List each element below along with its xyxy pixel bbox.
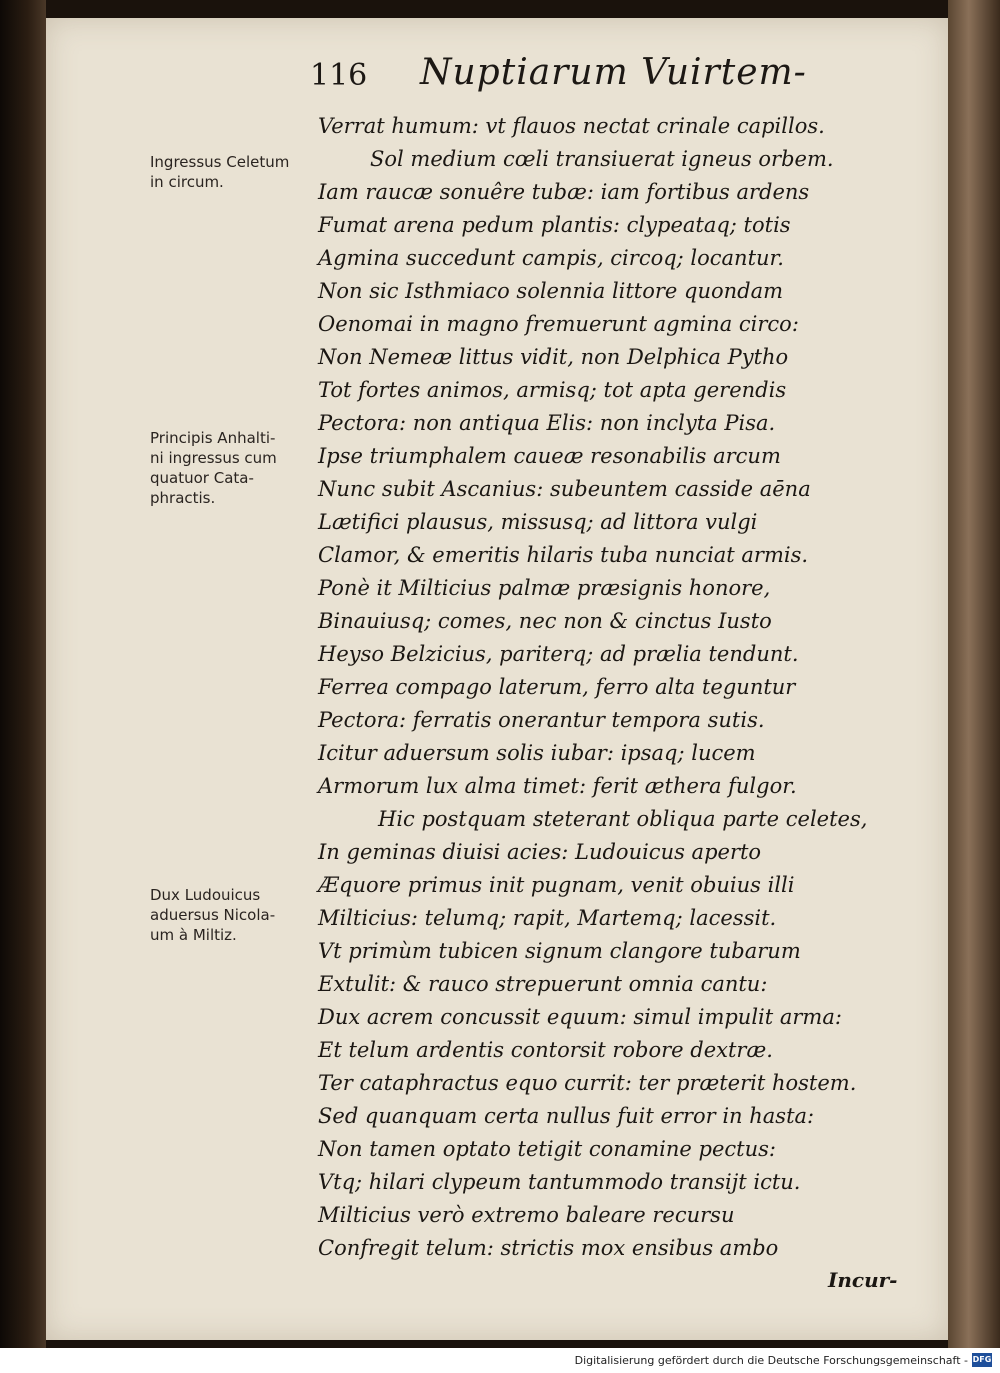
verse-line: In geminas diuisi acies: Ludouicus aperto <box>318 840 762 864</box>
sidenote-line: Principis Anhalti- <box>150 429 276 447</box>
verse-line: Armorum lux alma timet: ferit æthera fulgor. <box>318 774 797 798</box>
verse-line: Binauiusq; comes, nec non & cinctus Iusto <box>318 609 772 633</box>
verse-line: Confregit telum: strictis mox ensibus ambo <box>318 1236 779 1260</box>
catchword: Incur- <box>828 1268 898 1292</box>
funding-credit: Digitalisierung gefördert durch die Deutsche Forschungsgemeinschaft - <box>574 1354 968 1367</box>
verse-line: Agmina succedunt campis, circoq; locantur. <box>318 246 784 270</box>
verse-line: Extulit: & rauco strepuerunt omnia cantu: <box>318 972 768 996</box>
verse-line: Non Nemeæ littus vidit, non Delphica Pytho <box>318 345 789 369</box>
verse-line: Dux acrem concussit equum: simul impulit arma: <box>318 1005 842 1029</box>
verse-line: Ponè it Milticius palmæ præsignis honore, <box>318 576 771 600</box>
verse-line: Ter cataphractus equo currit: ter præterit hostem. <box>318 1071 857 1095</box>
verse-line: Icitur aduersum solis iubar: ipsaq; lucem <box>318 741 756 765</box>
verse-line: Vt primùm tubicen signum clangore tubarum <box>318 939 801 963</box>
verse-line: Sed quanquam certa nullus fuit error in hasta: <box>318 1104 815 1128</box>
verse-line: Vtq; hilari clypeum tantummodo transijt ictu. <box>318 1170 801 1194</box>
verse-line: Hic postquam steterant obliqua parte celetes, <box>378 807 868 831</box>
sidenote-line: in circum. <box>150 173 224 191</box>
verse-text <box>318 110 868 1265</box>
verse-line: Heyso Belzicius, pariterq; ad prælia tendunt. <box>318 642 799 666</box>
verse-line: Et telum ardentis contorsit robore dextræ. <box>318 1038 773 1062</box>
verse-line: Ipse triumphalem caueæ resonabilis arcum <box>318 444 781 468</box>
sidenote-dux-ludouicus <box>150 885 315 945</box>
verse-line: Ferrea compago laterum, ferro alta teguntur <box>318 675 796 699</box>
book-page-edge <box>948 0 1000 1348</box>
sidenote-line: phractis. <box>150 489 216 507</box>
page-header <box>310 52 830 102</box>
verse-line: Nunc subit Ascanius: subeuntem casside aēna <box>318 477 811 501</box>
verse-line: Æquore primus init pugnam, venit obuius illi <box>318 873 795 897</box>
sidenote-line: Ingressus Celetum <box>150 153 290 171</box>
verse-line: Non tamen optato tetigit conamine pectus: <box>318 1137 776 1161</box>
verse-line: Pectora: ferratis onerantur tempora sutis. <box>318 708 765 732</box>
digitization-footer <box>0 1348 1000 1373</box>
verse-line: Verrat humum: vt flauos nectat crinale capillos. <box>318 114 825 138</box>
sidenote-ingressus-celetum <box>150 152 315 192</box>
verse-line: Clamor, & emeritis hilaris tuba nunciat armis. <box>318 543 809 567</box>
verse-line: Pectora: non antiqua Elis: non inclyta Pisa. <box>318 411 776 435</box>
dfg-logo: DFG <box>972 1353 992 1367</box>
running-title: Nuptiarum Vuirtem- <box>420 52 807 93</box>
verse-line: Milticius verò extremo baleare recursu <box>318 1203 735 1227</box>
verse-line: Sol medium cœli transiuerat igneus orbem. <box>370 147 834 171</box>
verse-line: Iam raucæ sonuêre tubæ: iam fortibus ardens <box>318 180 810 204</box>
verse-line: Tot fortes animos, armisq; tot apta gerendis <box>318 378 787 402</box>
sidenote-line: aduersus Nicola- <box>150 906 276 924</box>
verse-line: Fumat arena pedum plantis: clypeataq; totis <box>318 213 791 237</box>
verse-line: Oenomai in magno fremuerunt agmina circo: <box>318 312 799 336</box>
verse-line: Non sic Isthmiaco solennia littore quondam <box>318 279 784 303</box>
page-number: 116 <box>310 58 368 93</box>
verse-line: Lætifici plausus, missusq; ad littora vulgi <box>318 510 758 534</box>
sidenote-principis-anhaltini <box>150 428 315 508</box>
verse-line: Milticius: telumq; rapit, Martemq; lacessit. <box>318 906 777 930</box>
sidenote-line: Dux Ludouicus <box>150 886 261 904</box>
sidenote-line: ni ingressus cum <box>150 449 277 467</box>
book-binding-edge <box>0 0 46 1348</box>
sidenote-line: um à Miltiz. <box>150 926 237 944</box>
sidenote-line: quatuor Cata- <box>150 469 254 487</box>
